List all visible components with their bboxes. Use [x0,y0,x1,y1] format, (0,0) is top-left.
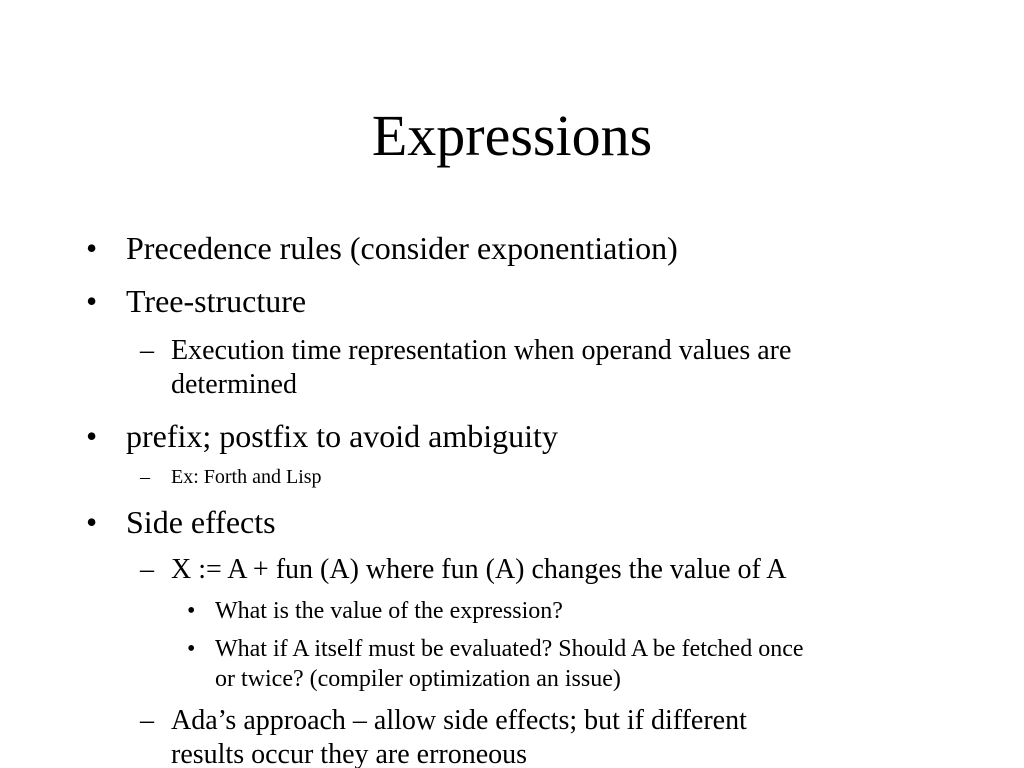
sub-expression-example: X := A + fun (A) where fun (A) changes the value of A [171,554,787,585]
subsub-fetch-question-line1: What if A itself must be evaluated? Should A be fetched once [215,636,804,662]
sub-execution-time-line1: Execution time representation when operand values are [171,335,792,366]
dash-marker: – [140,554,154,585]
bullet-marker: • [86,504,98,540]
bullet-tree-structure: Tree-structure [126,283,307,319]
sub-execution-time-line2: determined [171,369,297,400]
sub-ada-approach-line2: results occur they are erroneous [171,739,528,768]
bullet-side-effects: Side effects [126,504,276,540]
slide-title: Expressions [371,103,653,168]
bullet-precedence-rules: Precedence rules (consider exponentiation) [126,230,678,266]
bullet-marker: • [86,283,98,319]
dash-marker: – [140,466,150,488]
subsub-value-question: What is the value of the expression? [215,598,563,624]
bullet-marker: • [86,230,98,266]
sub-ada-approach-line1: Ada’s approach – allow side effects; but if different [171,705,747,736]
subsub-fetch-question-line2: or twice? (compiler optimization an issue) [215,666,621,692]
dash-marker: – [140,335,154,366]
dash-marker: – [140,705,154,736]
sub-forth-and-lisp: Ex: Forth and Lisp [171,466,322,488]
bullet-marker: • [187,636,196,662]
bullet-prefix-postfix: prefix; postfix to avoid ambiguity [126,418,558,454]
bullet-marker: • [86,418,98,454]
bullet-marker: • [187,598,196,624]
